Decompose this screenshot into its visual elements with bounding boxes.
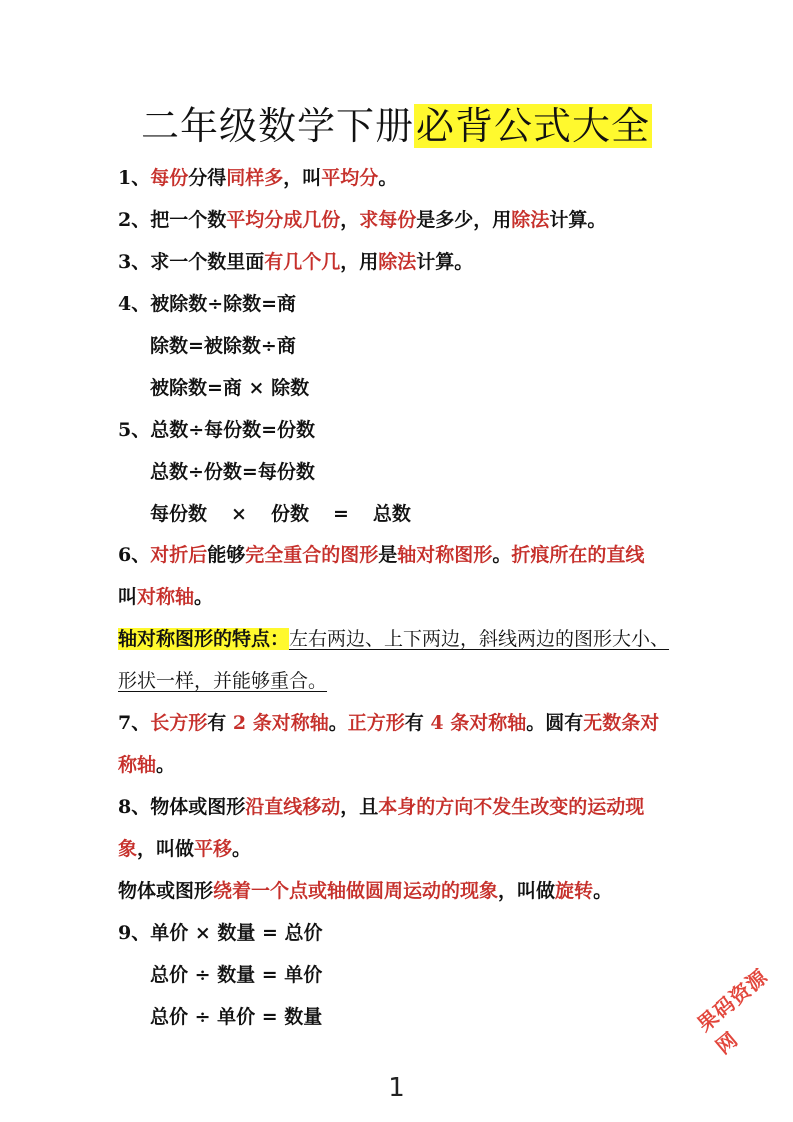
keyword: 求每份 xyxy=(359,209,417,231)
title-plain: 二年级数学下册 xyxy=(140,104,414,148)
keyword: 绕着一个点或轴做圆周运动的现象 xyxy=(213,880,499,902)
keyword: 长方形 xyxy=(150,712,208,734)
text: 计算。 xyxy=(416,251,474,273)
symmetry-features-cont xyxy=(118,667,327,695)
text: 。 xyxy=(232,838,252,860)
keyword: 平均分成几份 xyxy=(226,209,341,231)
keyword: 无数条对 xyxy=(583,712,660,734)
formula-9a: 9、单价 × 数量 = 总价 xyxy=(118,922,323,944)
page-title xyxy=(0,100,793,152)
formula-1 xyxy=(118,164,397,192)
keyword: 4 条对称轴 xyxy=(430,712,527,734)
text: 能够 xyxy=(207,544,246,566)
formula-6b xyxy=(118,583,213,611)
text: 是 xyxy=(378,544,398,566)
page-number: 1 xyxy=(388,1073,405,1103)
text: 。 xyxy=(378,167,398,189)
keyword: 对称轴 xyxy=(137,586,195,608)
text: ，用 xyxy=(340,251,379,273)
formula-4c: 被除数=商 × 除数 xyxy=(150,377,310,399)
underlined-text: 左右两边、上下两边，斜线两边的图形大小、 xyxy=(289,628,670,650)
text: 。 xyxy=(156,754,176,776)
formula-5c xyxy=(150,500,411,528)
text: ，叫做 xyxy=(137,838,195,860)
keyword: 对折后 xyxy=(150,544,208,566)
text: ，叫做 xyxy=(498,880,556,902)
keyword: 正方形 xyxy=(347,712,405,734)
text: 计算。 xyxy=(549,209,607,231)
keyword: 2 条对称轴 xyxy=(232,712,329,734)
keyword: 平均分 xyxy=(321,167,379,189)
keyword: 折痕所在的直线 xyxy=(511,544,645,566)
text: 物体或图形 xyxy=(118,880,214,902)
text: 8、物体或图形 xyxy=(118,796,246,818)
formula-8b xyxy=(118,835,251,863)
text: × xyxy=(231,503,247,525)
formula-7b xyxy=(118,751,175,779)
text: 是多少，用 xyxy=(416,209,512,231)
keyword: 有几个几 xyxy=(264,251,341,273)
keyword: 旋转 xyxy=(555,880,594,902)
formula-2 xyxy=(118,206,606,234)
item-number: 7、 xyxy=(118,712,151,734)
formula-3 xyxy=(118,248,473,276)
text: 。 xyxy=(328,712,348,734)
highlighted-heading: 轴对称图形的特点： xyxy=(118,628,290,650)
text: 。圆有 xyxy=(526,712,584,734)
text: 2、把一个数 xyxy=(118,209,227,231)
text: 。 xyxy=(593,880,613,902)
text: 分得 xyxy=(188,167,227,189)
text: 有 xyxy=(207,712,233,734)
keyword: 沿直线移动 xyxy=(245,796,341,818)
text: = xyxy=(332,503,349,525)
text: 份数 xyxy=(270,503,309,525)
text: ，叫 xyxy=(283,167,322,189)
underlined-text: 形状一样，并能够重合。 xyxy=(118,670,328,692)
formula-5a: 5、总数÷每份数=份数 xyxy=(118,419,316,441)
item-number: 1、 xyxy=(118,167,151,189)
formula-5b: 总数÷份数=每份数 xyxy=(150,461,315,483)
keyword: 本身的方向不发生改变的运动现 xyxy=(378,796,645,818)
formula-4b: 除数=被除数÷商 xyxy=(150,335,296,357)
keyword: 平移 xyxy=(194,838,233,860)
formula-8c xyxy=(118,877,612,905)
text: ， xyxy=(340,209,360,231)
keyword: 同样多 xyxy=(226,167,284,189)
keyword: 每份 xyxy=(150,167,189,189)
text: 有 xyxy=(404,712,431,734)
formula-7a xyxy=(118,709,659,737)
formula-9b: 总价 ÷ 数量 = 单价 xyxy=(150,964,323,986)
keyword: 象 xyxy=(118,838,138,860)
formula-4a: 4、被除数÷除数=商 xyxy=(118,293,297,315)
text: 总数 xyxy=(372,503,411,525)
text: 叫 xyxy=(118,586,138,608)
text: 每份数 xyxy=(150,503,208,525)
keyword: 除法 xyxy=(378,251,417,273)
text: 3、求一个数里面 xyxy=(118,251,265,273)
item-number: 6、 xyxy=(118,544,151,566)
formula-9c: 总价 ÷ 单价 = 数量 xyxy=(150,1006,323,1028)
title-highlight: 必背公式大全 xyxy=(416,104,651,148)
watermark: 果码资源网 xyxy=(692,964,773,1059)
symmetry-features xyxy=(118,625,669,653)
keyword: 称轴 xyxy=(118,754,157,776)
text: ，且 xyxy=(340,796,379,818)
keyword: 除法 xyxy=(511,209,550,231)
formula-6a xyxy=(118,541,644,569)
formula-8a xyxy=(118,793,644,821)
text: 。 xyxy=(492,544,512,566)
text: 。 xyxy=(194,586,214,608)
keyword: 完全重合的图形 xyxy=(245,544,379,566)
keyword: 轴对称图形 xyxy=(397,544,493,566)
